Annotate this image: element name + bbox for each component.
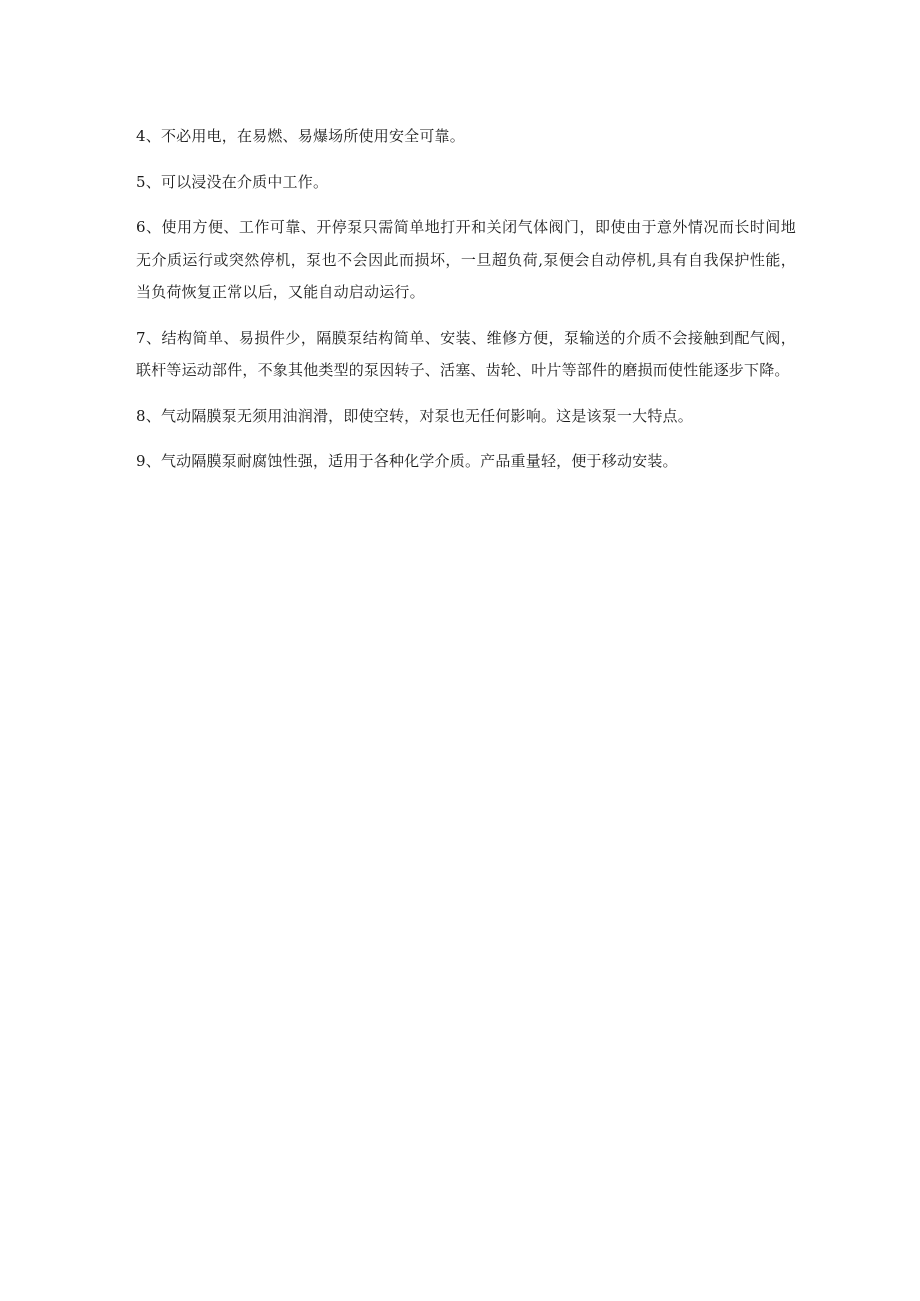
feature-item-9: 9、气动隔膜泵耐腐蚀性强，适用于各种化学介质。产品重量轻，便于移动安装。 <box>136 452 678 470</box>
document-body <box>136 120 796 491</box>
feature-item-7: 7、结构简单、易损件少，隔膜泵结构简单、安装、维修方便，泵输送的介质不会接触到配气阀，联杆等运动部件，不象其他类型的泵因转子、活塞、齿轮、叶片等部件的磨损而使性能逐步下降。 <box>136 328 796 379</box>
feature-item-5: 5、可以浸没在介质中工作。 <box>136 172 329 191</box>
feature-item-6: 6、使用方便、工作可靠、开停泵只需简单地打开和关闭气体阀门，即使由于意外情况而长时间地无介质运行或突然停机，泵也不会因此而损坏，一旦超负荷,泵便会自动停机,具有自我保护性能，当负荷恢复正常以后，又能自动启动运行。 <box>136 218 796 301</box>
feature-item-8: 8、气动隔膜泵无须用油润滑，即使空转，对泵也无任何影响。这是该泵一大特点。 <box>136 406 693 425</box>
feature-item-4: 4、不必用电，在易燃、易爆场所使用安全可靠。 <box>136 127 465 145</box>
